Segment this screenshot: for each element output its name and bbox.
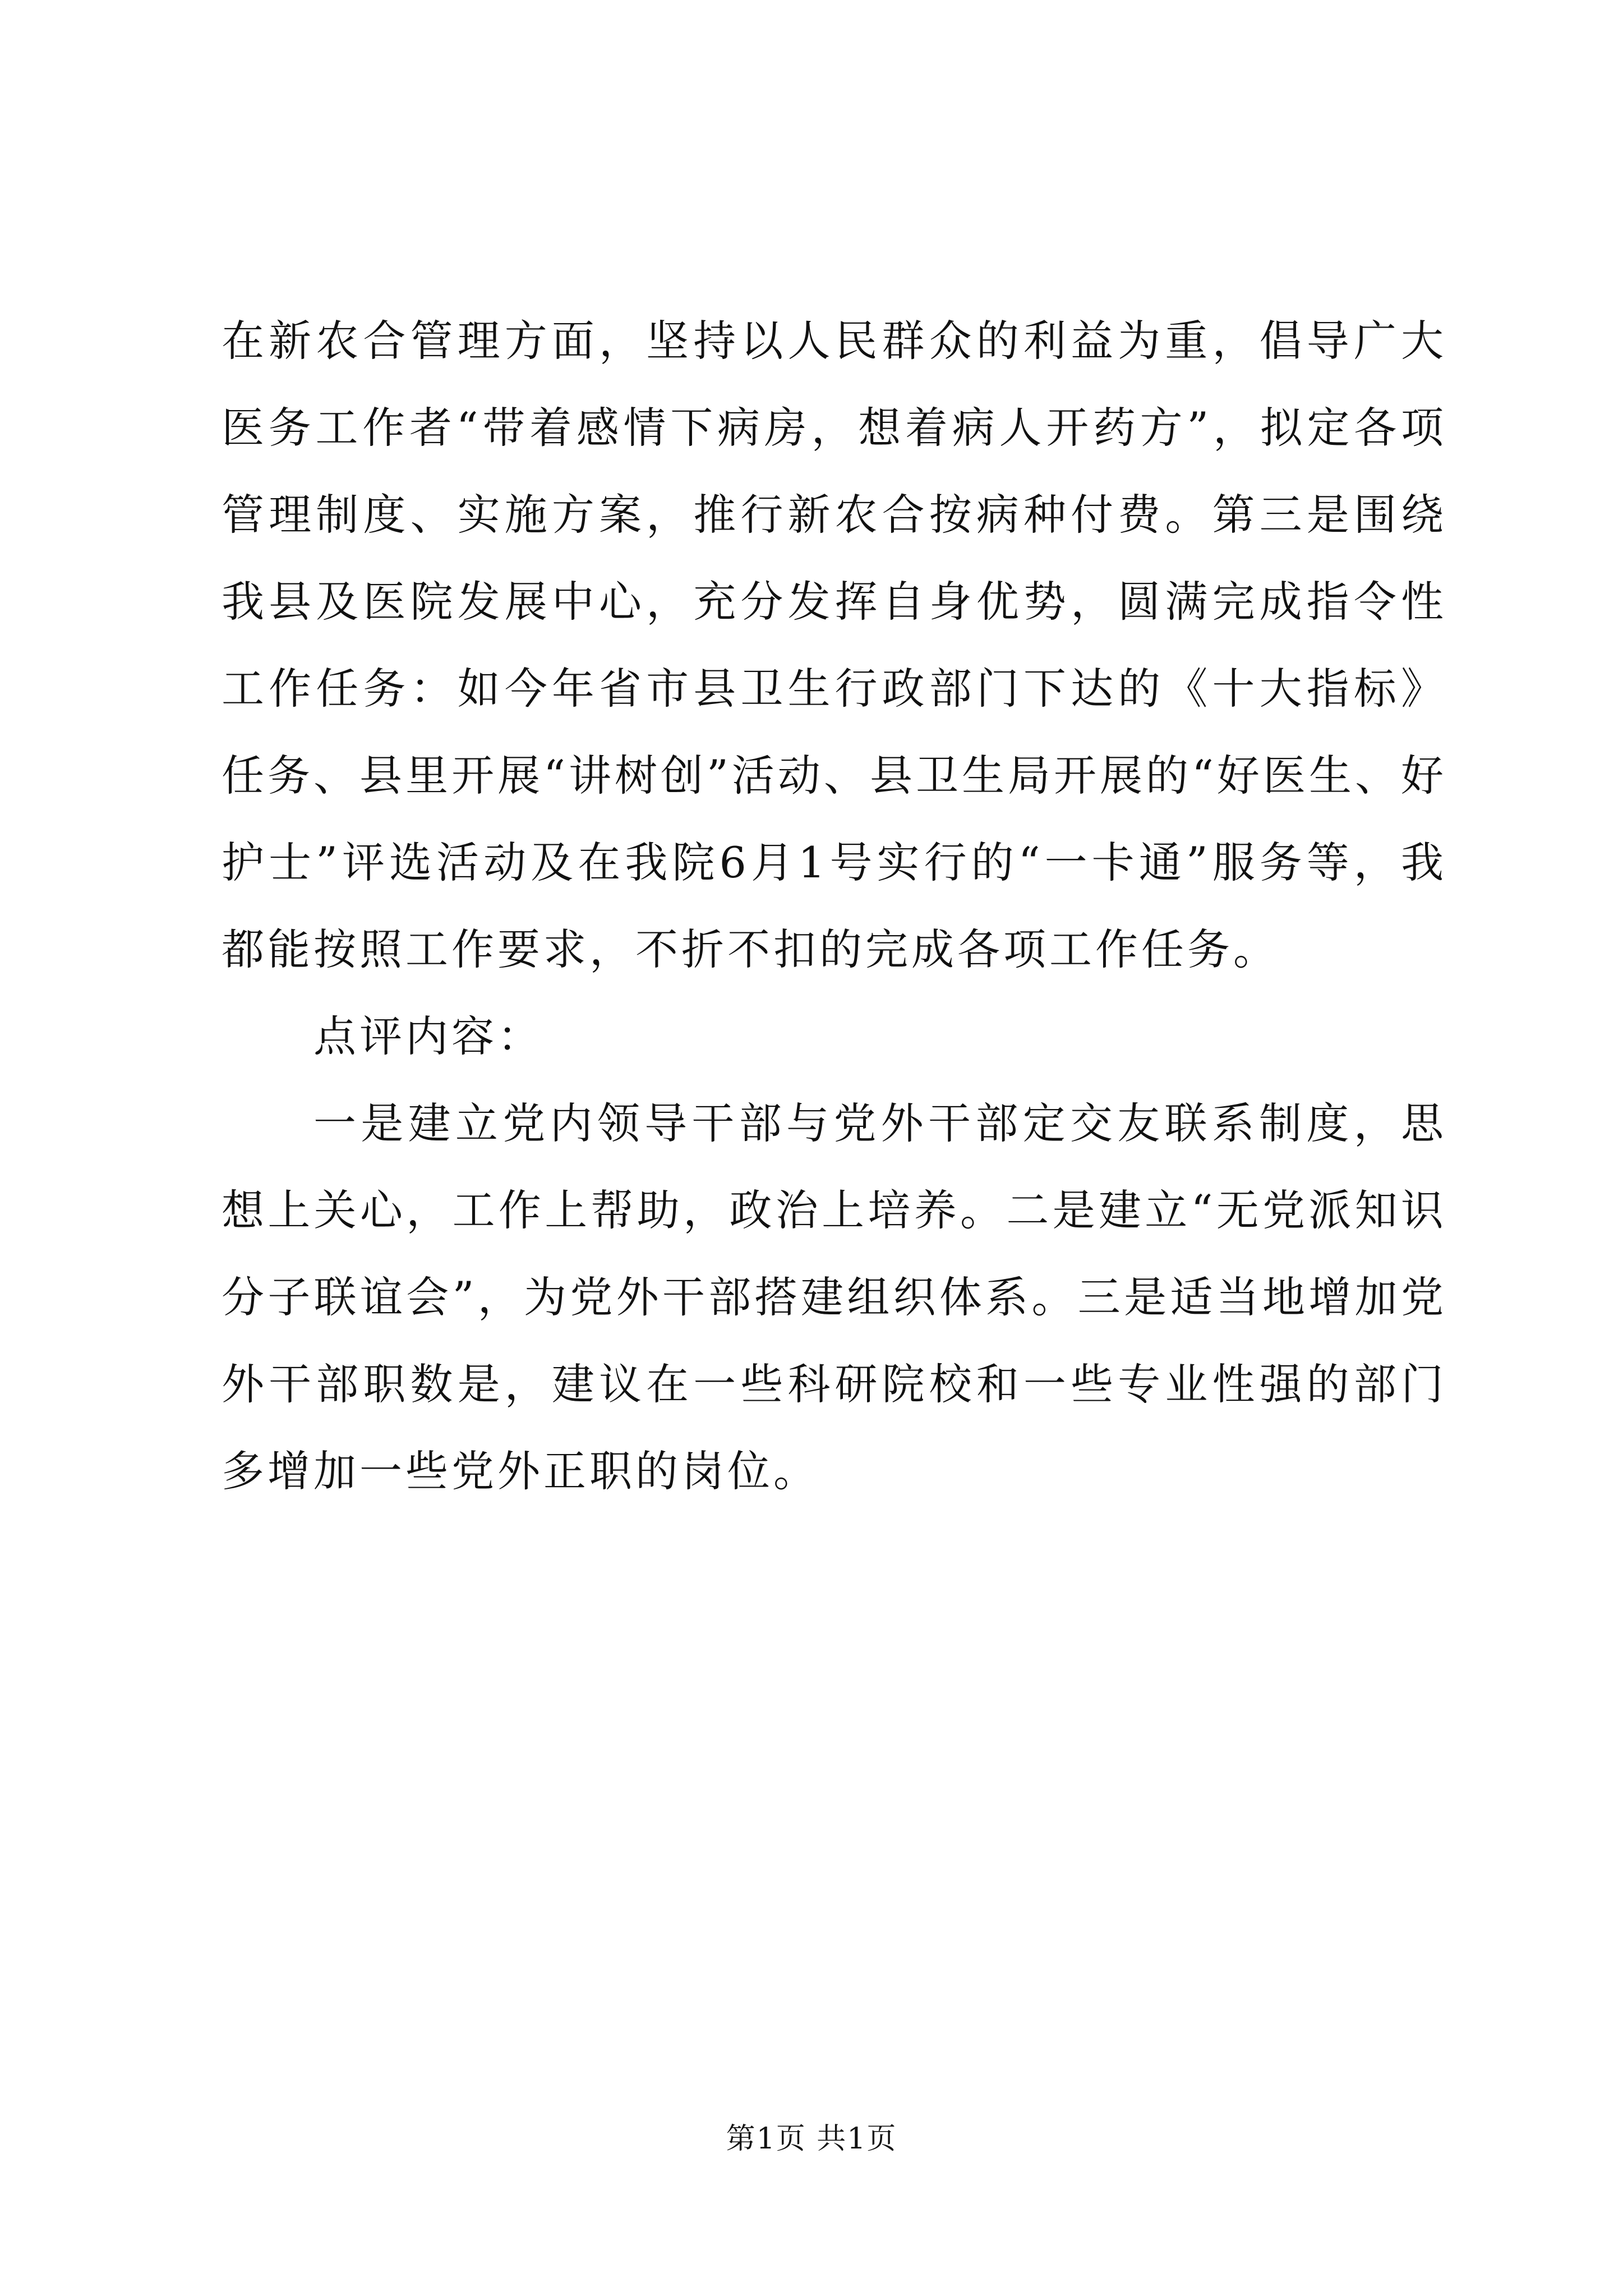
paragraph-continuation: 在新农合管理方面，坚持以人民群众的利益为重，倡导广大医务工作者“带着感情下病房，想着病人开药方”，拟定各项管理制度、实施方案，推行新农合按病种付费。第三是围绕我县及医院发展中心，充分发挥自身优势，圆满完成指令性工作任务：如今年省市县卫生行政部门下达的《十大指标》任务、县里开展“讲树创”活动、县卫生局开展的“好医生、好护士”评选活动及在我院6月1号实行的“一卡通”服务等，我都能按照工作要求，不折不扣的完成各项工作任务。	[222, 316, 1447, 974]
paragraph-review-content: 一是建立党内领导干部与党外干部定交友联系制度，思想上关心，工作上帮助，政治上培养。二是建立“无党派知识分子联谊会”，为党外干部搭建组织体系。三是适当地增加党外干部职数是，建议在一些科研院校和一些专业性强的部门多增加一些党外正职的岗位。	[222, 1098, 1447, 1496]
document-body	[222, 297, 1447, 1515]
paragraph-review-heading: 点评内容：	[313, 1011, 543, 1061]
page-number-footer: 第1页 共1页	[726, 2122, 897, 2156]
